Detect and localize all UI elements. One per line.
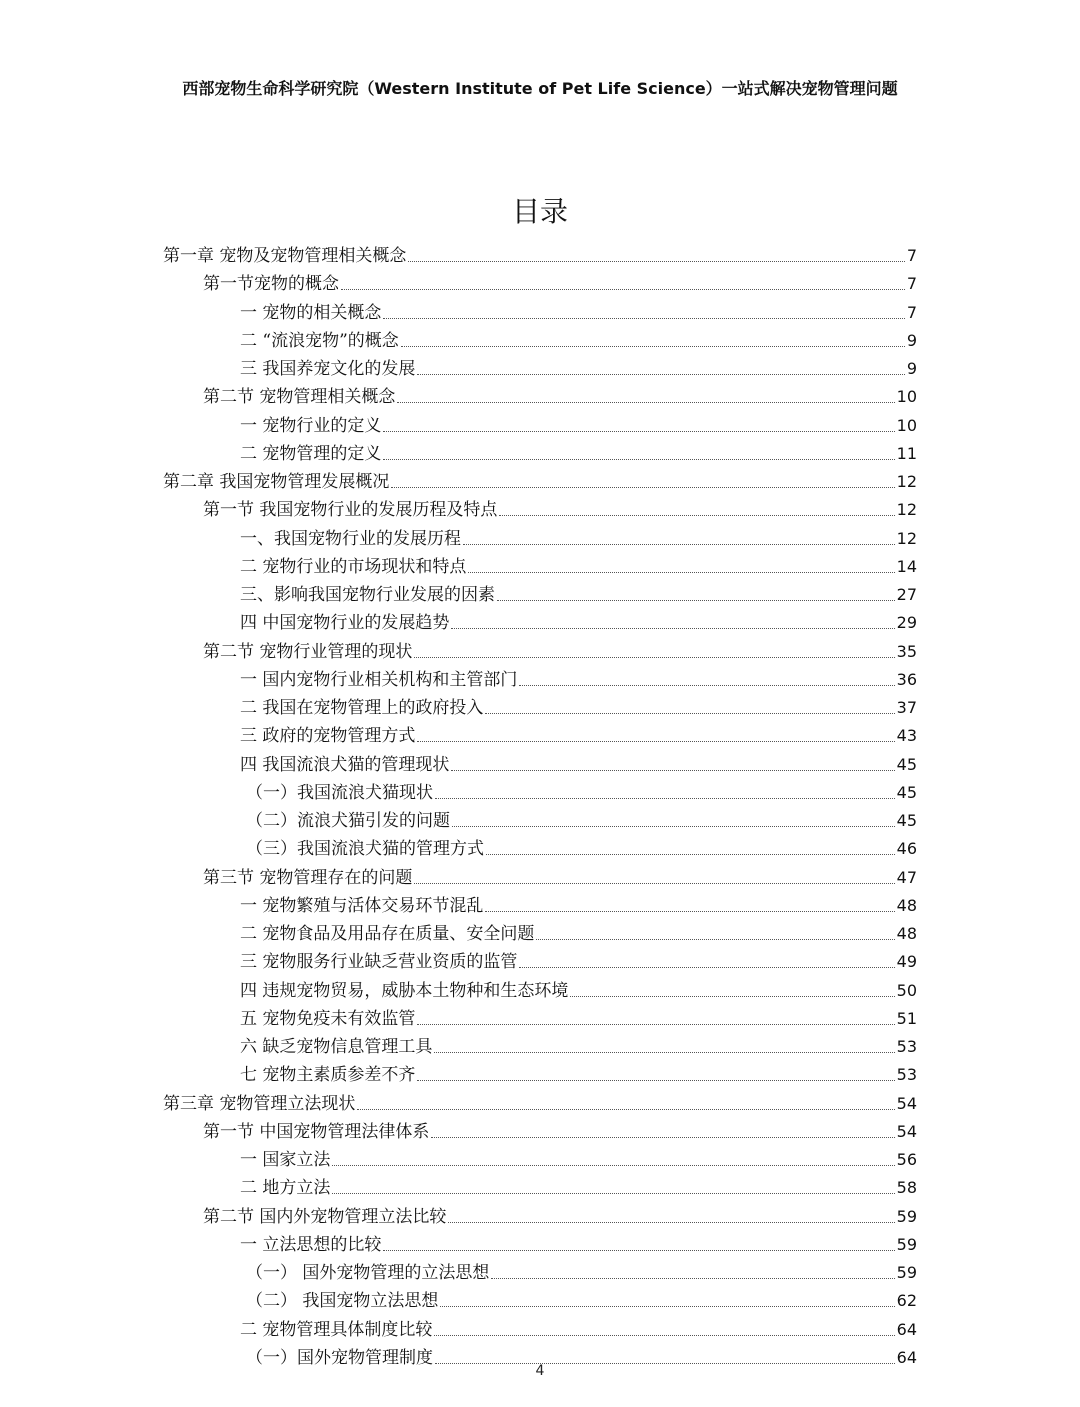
toc-entry-label: 二 我国在宠物管理上的政府投入: [240, 698, 484, 718]
toc-entry[interactable]: [240, 973, 917, 1001]
toc-entry[interactable]: [240, 605, 917, 633]
toc-dot-leader: [486, 853, 895, 855]
toc-entry[interactable]: [203, 860, 917, 888]
toc-entry-page: 29: [896, 613, 917, 633]
toc-entry-label: 第一节 中国宠物管理法律体系: [203, 1121, 430, 1142]
toc-entry[interactable]: [203, 266, 917, 294]
toc-entry-label: 一 立法思想的比较: [240, 1234, 382, 1255]
toc-dot-leader: [463, 543, 895, 545]
toc-entry-page: 56: [896, 1150, 917, 1169]
toc-dot-leader: [435, 797, 895, 799]
toc-entry-page: 9: [906, 359, 917, 378]
toc-entry[interactable]: [240, 747, 917, 775]
toc-entry-page: 64: [896, 1347, 917, 1367]
toc-entry[interactable]: [246, 775, 917, 803]
toc-title: 目录: [511, 195, 568, 228]
toc-dot-leader: [383, 1249, 894, 1251]
toc-entry-label: 五 宠物免疫未有效监管: [240, 1008, 416, 1029]
toc-dot-leader: [499, 514, 894, 516]
toc-dot-leader: [448, 1221, 894, 1223]
toc-entry[interactable]: [240, 1029, 917, 1057]
toc-entry-label: 二 地方立法: [240, 1178, 331, 1199]
toc-entry-page: 46: [896, 839, 917, 859]
toc-entry[interactable]: [240, 690, 917, 718]
toc-entry-label: （二） 我国宠物立法思想: [246, 1291, 439, 1312]
toc-entry-label: 第二节 宠物管理相关概念: [203, 387, 396, 408]
toc-entry-page: 35: [896, 641, 917, 661]
toc-entry[interactable]: [240, 888, 917, 916]
toc-entry[interactable]: [240, 1142, 917, 1170]
toc-entry[interactable]: [163, 238, 917, 266]
toc-entry[interactable]: [240, 1312, 917, 1340]
toc-entry-label: 二 宠物食品及用品存在质量、安全问题: [240, 924, 535, 944]
toc-entry-label: 一 国家立法: [240, 1150, 331, 1170]
toc-entry-page: 50: [896, 980, 917, 1000]
toc-entry[interactable]: [240, 323, 917, 351]
toc-entry-label: 第二节 国内外宠物管理立法比较: [203, 1206, 447, 1227]
toc-entry-label: 四 违规宠物贸易，威胁本土物种和生态环境: [240, 980, 569, 1001]
toc-dot-leader: [391, 486, 894, 488]
toc-entry[interactable]: [163, 464, 917, 492]
toc-dot-leader: [332, 1164, 894, 1166]
toc-entry-page: 7: [906, 246, 917, 265]
toc-dot-leader: [440, 1305, 894, 1307]
toc-entry[interactable]: [240, 295, 917, 323]
toc-entry-label: 第三章 宠物管理立法现状: [163, 1093, 356, 1114]
toc-dot-leader: [451, 627, 894, 629]
toc-entry-label: 第二章 我国宠物管理发展概况: [163, 472, 390, 492]
toc-dot-leader: [451, 769, 894, 771]
toc-dot-leader: [383, 458, 894, 460]
toc-entry-page: 12: [896, 472, 917, 491]
toc-entry-label: 七 宠物主素质参差不齐: [240, 1065, 416, 1086]
toc-entry-page: 45: [896, 754, 917, 774]
toc-entry-page: 27: [896, 585, 917, 604]
toc-entry[interactable]: [240, 577, 917, 605]
toc-entry-page: 7: [906, 274, 917, 294]
toc-entry-page: 45: [896, 782, 917, 802]
toc-entry[interactable]: [203, 634, 917, 662]
toc-dot-leader: [570, 995, 894, 997]
toc-entry-page: 48: [896, 924, 917, 943]
toc-entry[interactable]: [240, 944, 917, 972]
toc-entry[interactable]: [240, 1001, 917, 1029]
toc-dot-leader: [485, 910, 894, 912]
toc-entry-page: 48: [896, 895, 917, 915]
toc-entry-page: 7: [906, 302, 917, 322]
toc-entry-label: 第一节宠物的概念: [203, 274, 339, 295]
toc-entry[interactable]: [240, 408, 917, 436]
toc-dot-leader: [497, 599, 895, 601]
toc-dot-leader: [519, 684, 894, 686]
toc-entry-label: 三 宠物服务行业缺乏营业资质的监管: [240, 952, 518, 973]
toc-entry-page: 54: [896, 1121, 917, 1141]
toc-dot-leader: [408, 260, 904, 262]
toc-entry-page: 58: [896, 1178, 917, 1198]
toc-entry[interactable]: [240, 1057, 917, 1085]
toc-dot-leader: [414, 656, 894, 658]
toc-entry-label: 一、我国宠物行业的发展历程: [240, 528, 461, 549]
toc-entry-label: 一 宠物的相关概念: [240, 302, 382, 323]
toc-entry-label: 四 中国宠物行业的发展趋势: [240, 613, 450, 634]
toc-entry-page: 37: [896, 698, 917, 717]
toc-entry[interactable]: [203, 379, 917, 407]
toc-entry-page: 64: [896, 1319, 917, 1339]
toc-entry-label: 二 宠物管理的定义: [240, 443, 382, 464]
toc-entry[interactable]: [246, 1283, 917, 1311]
toc-entry-page: 49: [896, 952, 917, 972]
toc-entry[interactable]: [246, 831, 917, 859]
toc-entry-page: 11: [896, 443, 917, 463]
toc-entry[interactable]: [240, 662, 917, 690]
toc-dot-leader: [417, 1023, 894, 1025]
toc-entry-label: 四 我国流浪犬猫的管理现状: [240, 754, 450, 775]
toc-dot-leader: [485, 712, 894, 714]
toc-entry-label: 第一节 我国宠物行业的发展历程及特点: [203, 500, 498, 521]
toc-dot-leader: [332, 1192, 894, 1194]
toc-dot-leader: [383, 430, 894, 432]
toc-dot-leader: [431, 1136, 894, 1138]
toc-entry[interactable]: [240, 916, 917, 944]
toc-dot-leader: [417, 373, 904, 375]
toc-dot-leader: [536, 938, 894, 940]
toc-entry-label: 一 宠物行业的定义: [240, 415, 382, 436]
toc-entry[interactable]: [203, 1199, 917, 1227]
page-header: 西部宠物生命科学研究院（Western Institute of Pet Life Science）一站式解决宠物管理问题: [182, 79, 898, 98]
toc-dot-leader: [417, 740, 894, 742]
toc-dot-leader: [414, 882, 894, 884]
toc-entry-label: 六 缺乏宠物信息管理工具: [240, 1037, 433, 1057]
toc-dot-leader: [357, 1108, 894, 1110]
toc-dot-leader: [417, 1079, 894, 1081]
toc-entry-label: 三 我国养宠文化的发展: [240, 359, 416, 379]
toc-entry-label: 第二节 宠物行业管理的现状: [203, 641, 413, 662]
toc-entry-label: 三、影响我国宠物行业发展的因素: [240, 585, 495, 605]
toc-entry-label: 第一章 宠物及宠物管理相关概念: [163, 246, 407, 266]
toc-dot-leader: [397, 401, 894, 403]
toc-entry[interactable]: [240, 1227, 917, 1255]
toc-entry-label: 一 国内宠物行业相关机构和主管部门: [240, 669, 518, 690]
toc-entry-label: 二 宠物管理具体制度比较: [240, 1319, 433, 1340]
toc-entry-page: 43: [896, 726, 917, 746]
page-number: 4: [535, 1363, 545, 1379]
toc-entry[interactable]: [246, 1255, 917, 1283]
toc-entry-page: 47: [896, 867, 917, 887]
toc-entry[interactable]: [240, 351, 917, 379]
toc-entry[interactable]: [240, 549, 917, 577]
toc-entry-label: 二 “流浪宠物”的概念: [240, 330, 399, 351]
toc-entry-page: 9: [906, 330, 917, 350]
toc-dot-leader: [468, 571, 894, 573]
toc-entry-page: 12: [896, 528, 917, 548]
toc-entry-label: （二）流浪犬猫引发的问题: [246, 811, 450, 831]
toc-entry-label: （三）我国流浪犬猫的管理方式: [246, 839, 484, 860]
toc-entry[interactable]: [240, 521, 917, 549]
toc-entry-page: 12: [896, 500, 917, 520]
toc-entry-page: 54: [896, 1093, 917, 1113]
toc-entry-label: 一 宠物繁殖与活体交易环节混乱: [240, 895, 484, 916]
toc-entry[interactable]: [240, 718, 917, 746]
toc-entry[interactable]: [240, 436, 917, 464]
toc-entry-page: 62: [896, 1291, 917, 1311]
toc-dot-leader: [519, 966, 894, 968]
toc-entry-page: 59: [896, 1234, 917, 1254]
toc-dot-leader: [383, 317, 904, 319]
toc-dot-leader: [341, 288, 905, 290]
toc-entry-label: 三 政府的宠物管理方式: [240, 726, 416, 747]
toc-entry-page: 14: [896, 556, 917, 576]
toc-entry[interactable]: [163, 1086, 917, 1114]
toc-dot-leader: [452, 825, 895, 827]
toc-entry-label: 第三节 宠物管理存在的问题: [203, 867, 413, 888]
toc-entry-page: 53: [896, 1037, 917, 1056]
toc-entry-page: 59: [896, 1263, 917, 1282]
toc-entry[interactable]: [203, 1114, 917, 1142]
toc-dot-leader: [434, 1334, 894, 1336]
toc-entry-page: 10: [896, 415, 917, 435]
toc-entry-page: 59: [896, 1206, 917, 1226]
toc-entry-page: 36: [896, 669, 917, 689]
toc-entry-label: （一）国外宠物管理制度: [246, 1347, 433, 1368]
toc-entry[interactable]: [203, 492, 917, 520]
toc-dot-leader: [434, 1051, 894, 1053]
toc-entry-page: 51: [896, 1008, 917, 1028]
toc-entry[interactable]: [240, 1170, 917, 1198]
toc-entry-page: 45: [896, 811, 917, 830]
toc-entry[interactable]: [246, 803, 917, 831]
toc-dot-leader: [401, 345, 905, 347]
toc-entry-label: 二 宠物行业的市场现状和特点: [240, 556, 467, 577]
toc-entry-label: （一） 国外宠物管理的立法思想: [246, 1263, 490, 1283]
toc-dot-leader: [491, 1277, 894, 1279]
toc-entry-label: （一）我国流浪犬猫现状: [246, 782, 433, 803]
toc-entry-page: 10: [896, 387, 917, 407]
toc-entry-page: 53: [896, 1065, 917, 1085]
